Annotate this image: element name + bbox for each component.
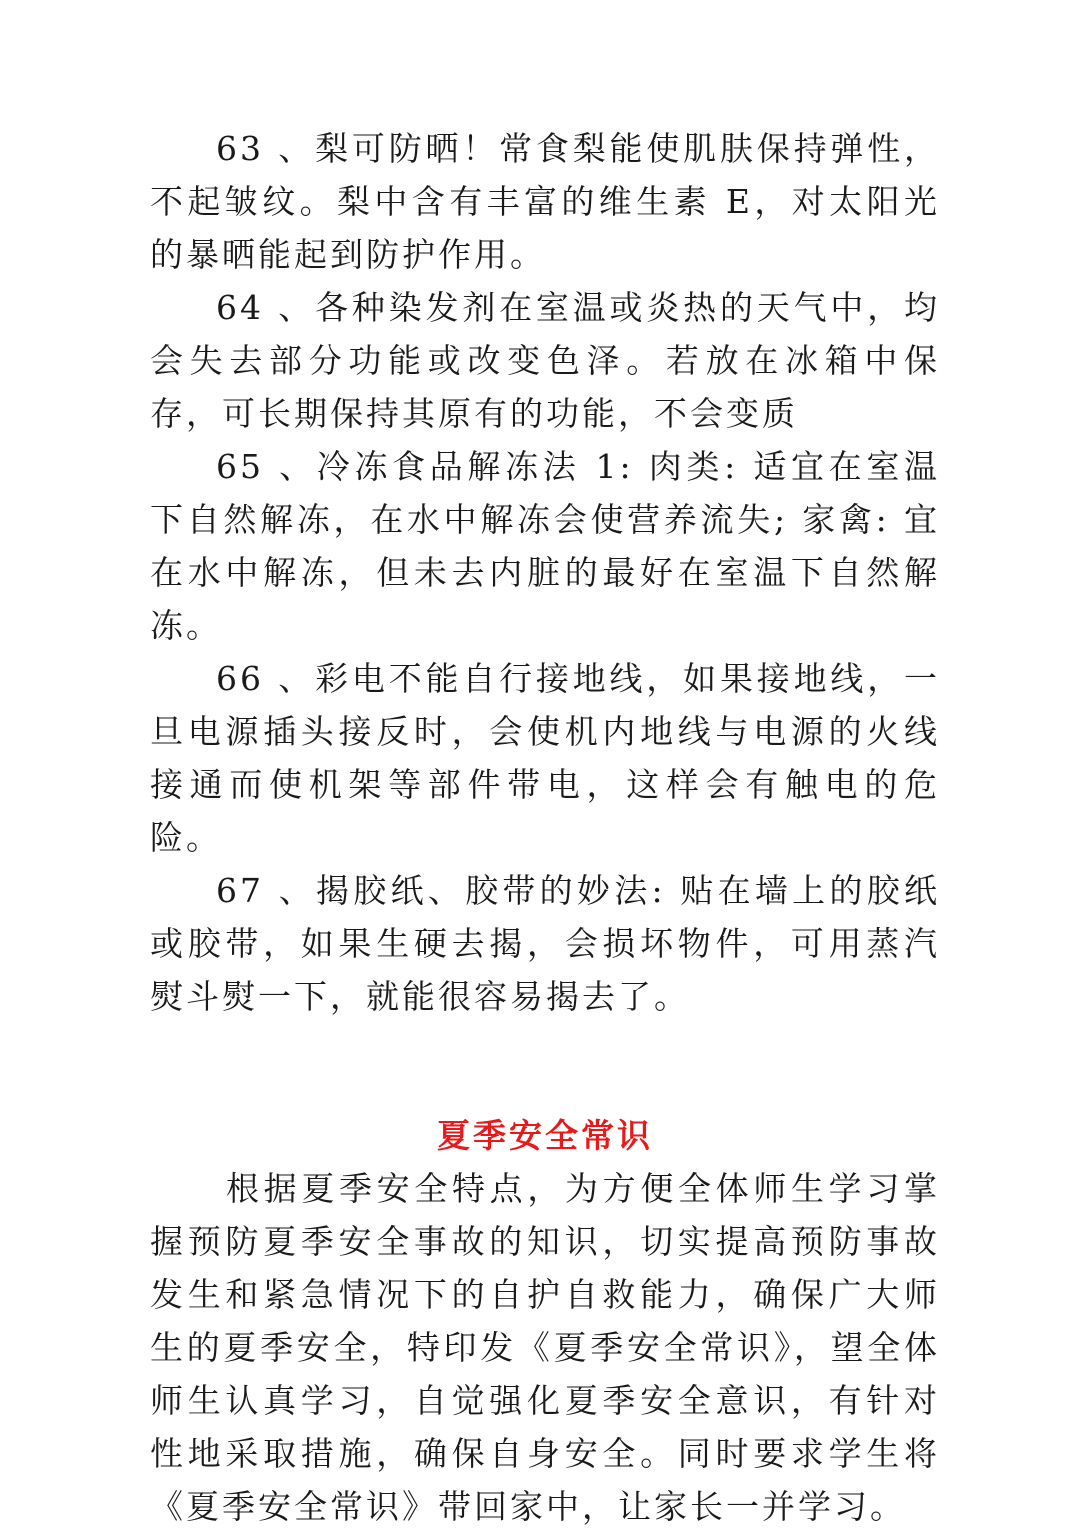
tip-paragraph-63: 63 、梨可防晒！常食梨能使肌肤保持弹性，不起皱纹。梨中含有丰富的维生素 E，对太阳光的暴晒能起到防护作用。 (150, 129, 940, 274)
section-title: 夏季安全常识 (437, 1116, 653, 1155)
section-intro-paragraph: 根据夏季安全特点，为方便全体师生学习掌握预防夏季安全事故的知识，切实提高预防事故发生和紧急情况下的自护自救能力，确保广大师生的夏季安全，特印发《夏季安全常识》，望全体师生认真学习，自觉强化夏季安全意识，有针对性地采取措施，确保自身安全。同时要求学生将《夏季安全常识》带回家中，让家长一并学习。 (150, 1169, 940, 1526)
tip-paragraph-66: 66 、彩电不能自行接地线，如果接地线，一旦电源插头接反时，会使机内地线与电源的火线接通而使机架等部件带电，这样会有触电的危险。 (150, 659, 940, 857)
document-page (150, 122, 940, 1533)
tip-paragraph-64: 64 、各种染发剂在室温或炎热的天气中，均会失去部分功能或改变色泽。若放在冰箱中保存，可长期保持其原有的功能，不会变质 (150, 288, 940, 433)
tip-paragraph-65: 65 、冷冻食品解冻法 1: 肉类: 适宜在室温下自然解冻，在水中解冻会使营养流失; 家禽: 宜在水中解冻，但未去内脏的最好在室温下自然解冻。 (150, 447, 940, 645)
tip-paragraph-67: 67 、揭胶纸、胶带的妙法: 贴在墙上的胶纸或胶带，如果生硬去揭，会损坏物件，可用蒸汽熨斗熨一下，就能很容易揭去了。 (150, 871, 940, 1016)
